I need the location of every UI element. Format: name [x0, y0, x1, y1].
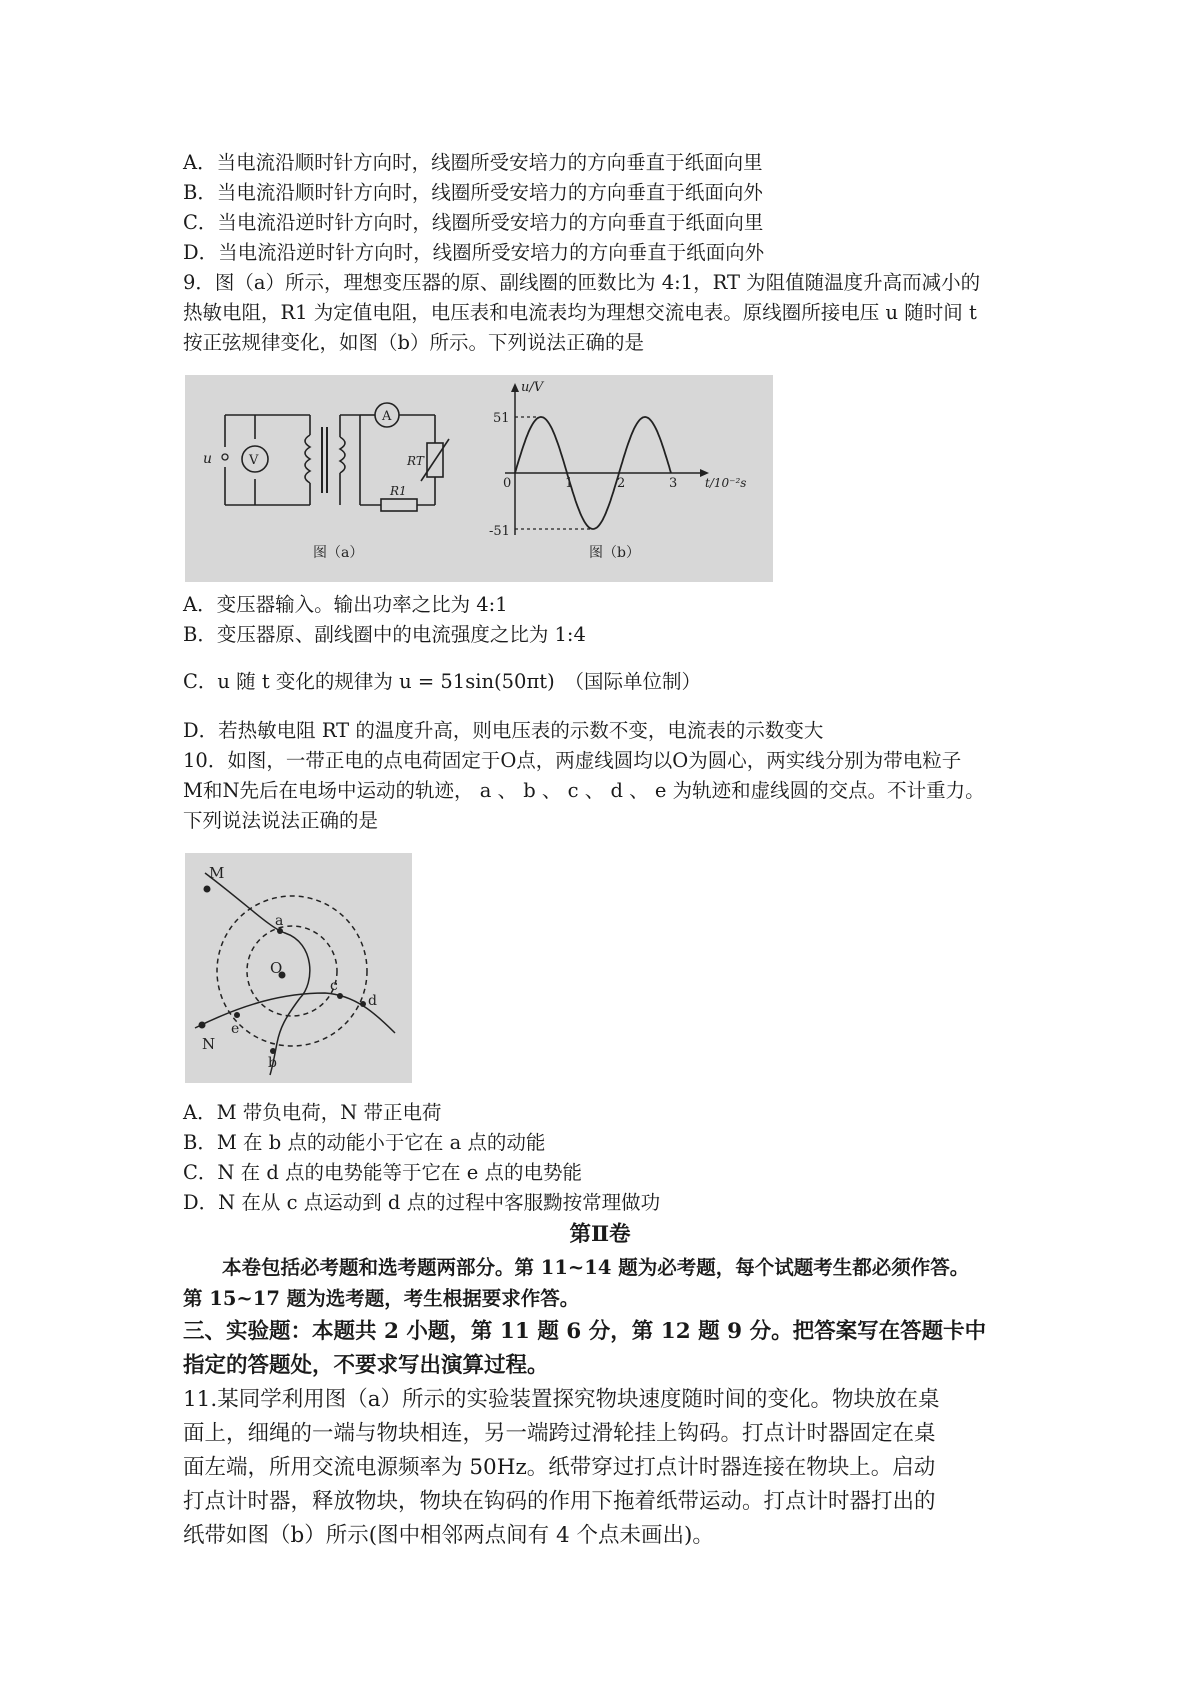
label-n: N: [202, 1035, 216, 1053]
trajectory-m: [205, 873, 310, 1075]
q10-stem-line-2: M和N先后在电场中运动的轨迹， a 、 b 、 c 、 d 、 e 为轨迹和虚线圆的交点。不计重力。: [183, 779, 985, 802]
q8-option-b: B．当电流沿顺时针方向时，线圈所受安培力的方向垂直于纸面向外: [183, 181, 763, 204]
q9-figure: [185, 375, 773, 582]
secondary-coil: [340, 437, 345, 473]
tick-2-label: 2: [617, 476, 626, 491]
q11-line-3: 面左端，所用交流电源频率为 50Hz。纸带穿过打点计时器连接在物块上。启动: [183, 1455, 936, 1480]
q9-option-a: A．变压器输入。输出功率之比为 4:1: [183, 593, 508, 616]
section-3-line-2: 指定的答题处，不要求写出演算过程。: [183, 1353, 549, 1378]
q8-option-c: C．当电流沿逆时针方向时，线圈所受安培力的方向垂直于纸面向里: [183, 211, 764, 234]
origin-label: 0: [503, 476, 512, 491]
q9-option-d: D．若热敏电阻 RT 的温度升高，则电压表的示数不变，电流表的示数变大: [183, 719, 824, 742]
label-a: a: [275, 913, 284, 929]
part-2-intro-line-2: 第 15~17 题为选考题，考生根据要求作答。: [183, 1287, 580, 1310]
trajectory-n: [195, 993, 395, 1033]
point-m: [204, 886, 211, 893]
q9-option-b: B．变压器原、副线圈中的电流强度之比为 1:4: [183, 623, 586, 646]
primary-coil: [305, 435, 310, 483]
label-c: c: [330, 978, 338, 994]
q9-stem-line-2: 热敏电阻，R1 为定值电阻，电压表和电流表均为理想交流电表。原线圈所接电压 u 随时间 t: [183, 301, 977, 324]
q10-figure-svg: [185, 853, 412, 1083]
thermistor-label: RT: [407, 454, 424, 468]
section-3-line-1: 三、实验题：本题共 2 小题，第 11 题 6 分，第 12 题 9 分。把答案写在答题卡中: [183, 1319, 987, 1344]
q8-option-a: A．当电流沿顺时针方向时，线圈所受安培力的方向垂直于纸面向里: [183, 151, 763, 174]
outer-dashed-circle: [217, 896, 367, 1046]
q9-stem-line-1: 9．图（a）所示，理想变压器的原、副线圈的匝数比为 4:1，RT 为阻值随温度升高而减小的: [183, 271, 981, 294]
q9-option-c: C．u 随 t 变化的规律为 u = 51sin(50πt) （国际单位制）: [183, 670, 701, 693]
y-max-label: 51: [493, 411, 510, 426]
q10-stem-line-3: 下列说法说法正确的是: [183, 809, 379, 832]
sine-graph: [505, 383, 709, 535]
q9-stem-line-3: 按正弦规律变化，如图（b）所示。下列说法正确的是: [183, 331, 644, 354]
y-axis-label: u/V: [521, 380, 544, 395]
ammeter-label: A: [382, 409, 392, 424]
point-c: [337, 993, 343, 999]
point-d: [360, 1001, 366, 1007]
q10-option-d: D．N 在从 c 点运动到 d 点的过程中客服黝按常理做功: [183, 1191, 661, 1214]
point-b: [270, 1048, 276, 1054]
q11-line-4: 打点计时器，释放物块，物块在钩码的作用下拖着纸带运动。打点计时器打出的: [183, 1489, 936, 1514]
q11-line-1: 11.某同学利用图（a）所示的实验装置探究物块速度随时间的变化。物块放在桌: [183, 1387, 940, 1412]
label-m: M: [209, 864, 225, 882]
q11-line-5: 纸带如图（b）所示(图中相邻两点间有 4 个点未画出)。: [183, 1523, 714, 1548]
source-u-label: u: [203, 451, 213, 467]
label-b: b: [268, 1055, 277, 1071]
q10-option-b: B．M 在 b 点的动能小于它在 a 点的动能: [183, 1131, 546, 1154]
figure-a-caption: 图（a）: [313, 545, 364, 561]
point-e: [234, 1012, 240, 1018]
q8-option-d: D．当电流沿逆时针方向时，线圈所受安培力的方向垂直于纸面向外: [183, 241, 765, 264]
q9-figure-svg: [185, 375, 773, 582]
label-e: e: [231, 1021, 240, 1037]
resistor-label: R1: [390, 484, 407, 498]
q10-figure: [185, 853, 412, 1083]
q11-line-2: 面上，细绳的一端与物块相连，另一端跨过滑轮挂上钩码。打点计时器固定在桌: [183, 1421, 936, 1446]
point-n: [199, 1022, 206, 1029]
tick-3-label: 3: [669, 476, 678, 491]
label-o: O: [270, 959, 283, 977]
voltmeter-label: V: [249, 453, 259, 468]
part-2-title: 第Ⅱ卷: [569, 1222, 631, 1247]
q10-option-a: A．M 带负电荷，N 带正电荷: [183, 1101, 442, 1124]
x-axis-label: t/10⁻²s: [705, 476, 747, 490]
q10-stem-line-1: 10．如图，一带正电的点电荷固定于O点，两虚线圆均以O为圆心，两实线分别为带电粒子: [183, 749, 962, 772]
label-d: d: [368, 993, 377, 1009]
figure-b-caption: 图（b）: [589, 545, 640, 561]
tick-1-label: 1: [565, 476, 574, 491]
resistor-r1: [381, 499, 417, 511]
q10-option-c: C．N 在 d 点的电势能等于它在 e 点的电势能: [183, 1161, 582, 1184]
part-2-intro-line-1: 本卷包括必考题和选考题两部分。第 11~14 题为必考题，每个试题考生都必须作答。: [183, 1256, 970, 1279]
y-min-label: -51: [489, 524, 510, 539]
